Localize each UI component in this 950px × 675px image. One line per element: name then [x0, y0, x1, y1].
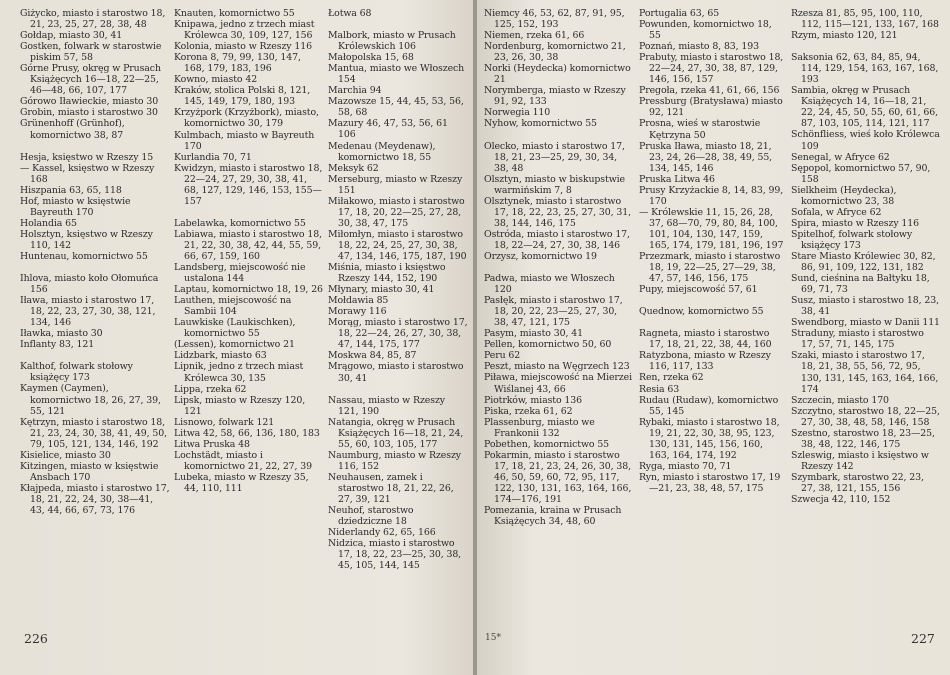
index-entry: Medenau (Meydenaw), komornictwo 18, 55: [328, 140, 436, 163]
index-entry: Resia 63: [639, 383, 680, 395]
index-entry: Meksyk 62: [328, 162, 379, 174]
index-column: [484, 8, 634, 527]
index-entry: Ryn, miasto i starostwo 17, 19—21, 23, 38, 48, 57, 175: [639, 471, 781, 494]
index-entry: Korona 8, 79, 99, 130, 147, 168, 179, 183, 196: [174, 52, 301, 75]
index-entry: Iławka, miasto 30: [20, 328, 103, 340]
index-entry: Sambia, okręg w Prusach Książęcych 14, 16—18, 21, 22, 24, 45, 50, 55, 60, 61, 66, 87, 103, 105, 114, 121, 117: [791, 85, 939, 130]
index-column: [639, 8, 786, 494]
index-entry: Krzyżpork (Krzyżbork), miasto, komornictwo 30, 179: [174, 107, 319, 130]
index-entry: Mołdawia 85: [328, 295, 389, 307]
page-number: 227: [911, 631, 935, 646]
index-entry: Piotrków, miasto 136: [484, 394, 582, 406]
index-entry: Szleswig, miasto i księstwo w Rzeszy 142: [791, 449, 929, 472]
index-entry: Padwa, miasto we Włoszech 120: [484, 273, 615, 296]
index-entry: Sund, cieśnina na Bałtyku 18, 69, 71, 73: [791, 273, 930, 296]
index-entry: Miśnia, miasto i księstwo Rzeszy 144, 152, 190: [328, 262, 446, 285]
index-entry: Giżycko, miasto i starostwo 18, 21, 23, 25, 27, 28, 38, 48: [20, 8, 166, 31]
index-entry: Lisnowo, folwark 121: [174, 416, 275, 428]
index-entry: Pruska Iława, miasto 18, 21, 23, 24, 26—28, 38, 49, 55, 134, 145, 146: [639, 140, 773, 174]
index-entry: Neuhof, starostwo dziedziczne 18: [328, 505, 414, 528]
index-entry: Norki (Heydecka) komornictwo 21: [484, 63, 631, 86]
index-entry: Stare Miasto Królewiec 30, 82, 86, 91, 109, 122, 131, 182: [791, 250, 936, 274]
index-entry: Senegal, w Afryce 62: [791, 151, 890, 163]
index-entry: Peszt, miasto na Węgrzech 123: [484, 361, 630, 373]
index-entry: Prabuty, miasto i starostwo 18, 22—24, 27, 30, 38, 87, 129, 146, 156, 157: [639, 52, 784, 86]
index-entry: Ratyzbona, miasto w Rzeszy 116, 117, 133: [639, 350, 771, 373]
index-entry: Schönfliess, wieś koło Królewca 109: [791, 129, 940, 152]
index-entry: Powunden, komornictwo 18, 55: [639, 19, 772, 42]
index-entry: Lauwkiske (Laukischken), komornictwo 55: [174, 317, 296, 340]
index-entry: Knipawa, jedno z trzech miast Królewca 30, 109, 127, 156: [174, 19, 315, 42]
index-entry: Górne Prusy, okręg w Prusach Książęcych 16—18, 22—25, 46—48, 66, 107, 177: [20, 63, 161, 97]
index-entry: Ryga, miasto 70, 71: [639, 460, 732, 472]
index-entry: Pasłęk, miasto i starostwo 17, 18, 20, 22, 23—25, 27, 30, 38, 47, 121, 175: [484, 295, 623, 329]
index-entry: Rzesza 81, 85, 95, 100, 110, 112, 115—121, 133, 167, 168: [791, 8, 939, 31]
index-entry: Mazowsze 15, 44, 45, 53, 56, 58, 68: [328, 96, 464, 119]
index-entry: Olecko, miasto i starostwo 17, 18, 21, 23—25, 29, 30, 34, 38, 48: [484, 140, 625, 174]
index-entry: Lidzbark, miasto 63: [174, 350, 267, 362]
index-entry: Pobethen, komornictwo 55: [484, 438, 610, 450]
index-entry: Nordenburg, komornictwo 21, 23, 26, 30, 38: [484, 41, 626, 64]
index-entry: Kłajpeda, miasto i starostwo 17, 18, 21, 22, 24, 30, 38—41, 43, 44, 66, 67, 73, 176: [20, 482, 170, 516]
index-entry: Neuhausen, zamek i starostwo 18, 21, 22, 26, 27, 39, 121: [328, 471, 454, 505]
index-entry: Pomezania, kraina w Prusach Książęcych 34, 48, 60: [484, 505, 622, 528]
index-entry: Pellen, komornictwo 50, 60: [484, 339, 612, 351]
index-entry: Kulmbach, miasto w Bayreuth 170: [174, 129, 315, 152]
index-entry: Pupy, miejscowość 57, 61: [639, 284, 758, 296]
index-entry: Kowno, miasto 42: [174, 74, 258, 86]
index-entry: Laptau, komornictwo 18, 19, 26: [174, 284, 323, 296]
index-entry: Szestno, starostwo 18, 23—25, 38, 48, 122, 146, 175: [791, 427, 935, 450]
index-entry: Niemen, rzeka 61, 66: [484, 30, 585, 42]
index-entry: Niderlandy 62, 65, 166: [328, 527, 436, 539]
index-entry: Górowo Iławieckie, miasto 30: [20, 96, 159, 108]
index-entry: Kalthof, folwark stołowy książęcy 173: [20, 361, 133, 384]
index-entry: Holsztyn, księstwo w Rzeszy 110, 142: [20, 228, 153, 251]
index-entry: Landsberg, miejscowość nie ustalona 144: [174, 262, 306, 285]
index-entry: Rzym, miasto 120, 121: [791, 30, 898, 42]
index-entry: Nidzica, miasto i starostwo 17, 18, 22, 23—25, 30, 38, 45, 105, 144, 145: [328, 538, 462, 572]
index-entry: Spira, miasto w Rzeszy 116: [791, 217, 920, 229]
index-entry: — Kassel, księstwo w Rzeszy 168: [20, 162, 155, 185]
index-column: [791, 8, 940, 505]
index-entry: Kwidzyn, miasto i starostwo 18, 22—24, 27, 29, 30, 38, 41, 68, 127, 129, 146, 153, 155—157: [174, 162, 323, 207]
index-entry: Młynary, miasto 30, 41: [328, 284, 435, 296]
index-entry: Poznań, miasto 8, 83, 193: [639, 41, 760, 53]
index-column: [20, 8, 170, 516]
index-entry: Straduny, miasto i starostwo 17, 57, 71, 145, 175: [791, 328, 924, 351]
index-entry: Mrągowo, miasto i starostwo 30, 41: [328, 361, 464, 384]
index-entry: Lippa, rzeka 62: [174, 383, 247, 395]
index-entry: Orzysz, komornictwo 19: [484, 250, 597, 262]
index-entry: Ostróda, miasto i starostwo 17, 18, 22—24, 27, 30, 38, 146: [484, 228, 630, 251]
index-entry: Ihlova, miasto koło Ołomuńca 156: [20, 273, 159, 296]
index-entry: Lipsk, miasto w Rzeszy 120, 121: [174, 394, 306, 417]
index-entry: Mazury 46, 47, 53, 56, 61 106: [328, 118, 448, 141]
index-entry: Susz, miasto i starostwo 18, 23, 38, 41: [791, 295, 939, 318]
index-column: [174, 8, 324, 494]
index-entry: Litwa 42, 58, 66, 136, 180, 183: [174, 427, 320, 439]
index-entry: Hiszpania 63, 65, 118: [20, 184, 122, 196]
index-entry: Pregoła, rzeka 41, 61, 66, 156: [639, 85, 780, 97]
index-entry: Quednow, komornictwo 55: [639, 306, 764, 318]
index-entry: Olsztyn, miasto w biskupstwie warmińskim 7, 8: [484, 173, 625, 196]
index-entry: Gostken, folwark w starostwie piskim 57, 58: [20, 41, 162, 64]
index-entry: Knauten, komornictwo 55: [174, 8, 295, 19]
index-entry: Grünenhoff (Grünhof), komornictwo 38, 87: [20, 118, 125, 141]
index-entry: Iława, miasto i starostwo 17, 18, 22, 23, 27, 30, 38, 121, 134, 146: [20, 295, 156, 329]
index-entry: Morawy 116: [328, 306, 387, 318]
index-entry: Szaki, miasto i starostwo 17, 18, 21, 38, 55, 56, 72, 95, 130, 131, 145, 163, 164, 166, 174: [791, 350, 939, 395]
index-entry: Marchia 94: [328, 85, 382, 97]
index-entry: Kętrzyn, miasto i starostwo 18, 21, 23, 24, 30, 38, 41, 49, 50, 79, 105, 121, 134, 146, 192: [20, 416, 168, 450]
index-entry: Litwa Pruska 48: [174, 438, 250, 450]
index-entry: Ragneta, miasto i starostwo 17, 18, 21, 22, 38, 44, 160: [639, 328, 772, 351]
page-number: 226: [24, 631, 48, 646]
index-entry: Pokarmin, miasto i starostwo 17, 18, 21, 23, 24, 26, 30, 38, 46, 50, 59, 60, 72, 95, 117, 122, 130, 131, 163, 164, 166, 174—176, 191: [484, 449, 632, 505]
index-entry: Szczytno, starostwo 18, 22—25, 27, 30, 38, 48, 58, 146, 158: [791, 405, 940, 428]
index-entry: — Królewskie 11, 15, 26, 28, 37, 68—70, 79, 80, 84, 100, 101, 104, 130, 147, 159, 165, 174, 179, 181, 196, 197: [639, 206, 784, 251]
index-entry: Piska, rzeka 61, 62: [484, 405, 573, 417]
index-entry: Labelawka, komornictwo 55: [174, 217, 306, 229]
index-entry: Miłakowo, miasto i starostwo 17, 18, 20, 22—25, 27, 28, 30, 38, 47, 175: [328, 195, 465, 229]
index-column: [328, 8, 468, 571]
index-entry: Norwegia 110: [484, 107, 551, 119]
index-entry: Prosna, wieś w starostwie Kętrzyna 50: [639, 118, 761, 141]
index-entry: Szwecja 42, 110, 152: [791, 494, 891, 506]
index-entry: Lubeka, miasto w Rzeszy 35, 44, 110, 111: [174, 471, 309, 494]
index-entry: Lauthen, miejscowość na Sambii 104: [174, 295, 292, 318]
index-entry: Saksonia 62, 63, 84, 85, 94, 114, 129, 154, 163, 167, 168, 193: [791, 52, 939, 86]
index-entry: Ren, rzeka 62: [639, 372, 704, 384]
signature-mark: 15*: [485, 633, 501, 643]
index-entry: Szymbark, starostwo 22, 23, 27, 38, 121, 155, 156: [791, 471, 924, 494]
index-entry: Sępopol, komornictwo 57, 90, 158: [791, 162, 931, 185]
index-entry: Morąg, miasto i starostwo 17, 18, 22—24, 26, 27, 30, 38, 47, 144, 175, 177: [328, 317, 468, 351]
index-entry: Przezmark, miasto i starostwo 18, 19, 22—25, 27—29, 38, 47, 57, 146, 156, 175: [639, 251, 781, 285]
index-entry: Pasym, miasto 30, 41: [484, 328, 583, 340]
index-entry: Hof, miasto w księstwie Bayreuth 170: [20, 195, 131, 218]
index-entry: Kitzingen, miasto w księstwie Ansbach 170: [20, 460, 159, 483]
index-entry: Portugalia 63, 65: [639, 8, 720, 19]
index-entry: Grobin, miasto i starostwo 30: [20, 107, 158, 119]
index-entry: Łotwa 68: [328, 8, 372, 19]
index-entry: Gołdap, miasto 30, 41: [20, 30, 123, 42]
index-entry: Prusy Krzyżackie 8, 14, 83, 99, 170: [639, 184, 784, 207]
index-entry: Labiawa, miasto i starostwo 18, 21, 22, 30, 38, 42, 44, 55, 59, 66, 67, 159, 160: [174, 228, 322, 262]
index-entry: Huntenau, komornictwo 55: [20, 250, 148, 262]
index-entry: Naumburg, miasto w Rzeszy 116, 152: [328, 449, 461, 472]
index-entry: Kraków, stolica Polski 8, 121, 145, 149, 179, 180, 193: [174, 85, 311, 108]
index-entry: Kolonia, miasto w Rzeszy 116: [174, 41, 312, 53]
right-page: [477, 0, 950, 675]
index-entry: Plassenburg, miasto we Frankonii 132: [484, 416, 595, 439]
index-entry: Inflanty 83, 121: [20, 339, 95, 351]
index-entry: Rybaki, miasto i starostwo 18, 19, 21, 22, 30, 38, 95, 123, 130, 131, 145, 156, 160, 163, 164, 174, 192: [639, 416, 780, 461]
index-entry: Lochstädt, miasto i komornictwo 21, 22, 27, 39: [174, 449, 313, 472]
index-entry: Szczecin, miasto 170: [791, 394, 889, 406]
index-entry: Nyhow, komornictwo 55: [484, 118, 597, 130]
index-entry: Merseburg, miasto w Rzeszy 151: [328, 173, 463, 196]
index-entry: Pressburg (Bratysława) miasto 92, 121: [639, 96, 783, 119]
index-entry: Holandia 65: [20, 217, 77, 229]
index-entry: Sielkheim (Heydecka), komornictwo 23, 38: [791, 184, 897, 207]
index-entry: Peru 62: [484, 350, 521, 362]
index-entry: Piława, miejscowość na Mierzei Wiślanej 43, 66: [484, 372, 632, 395]
index-entry: Hesja, księstwo w Rzeszy 15: [20, 151, 154, 163]
index-entry: Pruska Litwa 46: [639, 173, 715, 185]
index-entry: Kurlandia 70, 71: [174, 151, 252, 163]
index-entry: Małopolska 15, 68: [328, 52, 414, 64]
left-page: [0, 0, 473, 675]
index-entry: Sofala, w Afryce 62: [791, 206, 882, 218]
index-entry: Niemcy 46, 53, 62, 87, 91, 95, 125, 152, 193: [484, 8, 625, 31]
index-entry: Malbork, miasto w Prusach Królewskich 106: [328, 30, 456, 53]
index-entry: Kaymen (Caymen), komornictwo 18, 26, 27, 39, 55, 121: [20, 383, 161, 417]
index-entry: Lipnik, jedno z trzech miast Królewca 30, 135: [174, 361, 304, 384]
index-entry: Spitelhof, folwark stołowy książęcy 173: [791, 228, 913, 251]
index-entry: Natangia, okręg w Prusach Książęcych 16—18, 21, 24, 55, 60, 103, 105, 177: [328, 416, 464, 450]
index-entry: Norymberga, miasto w Rzeszy 91, 92, 133: [484, 85, 626, 108]
index-entry: Kisielice, miasto 30: [20, 449, 111, 461]
index-entry: Moskwa 84, 85, 87: [328, 350, 417, 362]
index-entry: (Lessen), komornictwo 21: [174, 339, 295, 351]
index-entry: Swendborg, miasto w Danii 111: [791, 317, 940, 329]
index-entry: Miłomłyn, miasto i starostwo 18, 22, 24, 25, 27, 30, 38, 47, 134, 146, 175, 187, 190: [328, 228, 467, 262]
index-entry: Rudau (Rudaw), komornictwo 55, 145: [639, 394, 779, 417]
index-entry: Mantua, miasto we Włoszech 154: [328, 63, 465, 86]
index-entry: Olsztynek, miasto i starostwo 17, 18, 22, 23, 25, 27, 30, 31, 38, 144, 146, 175: [484, 195, 632, 229]
index-entry: Nassau, miasto w Rzeszy 121, 190: [328, 394, 445, 417]
